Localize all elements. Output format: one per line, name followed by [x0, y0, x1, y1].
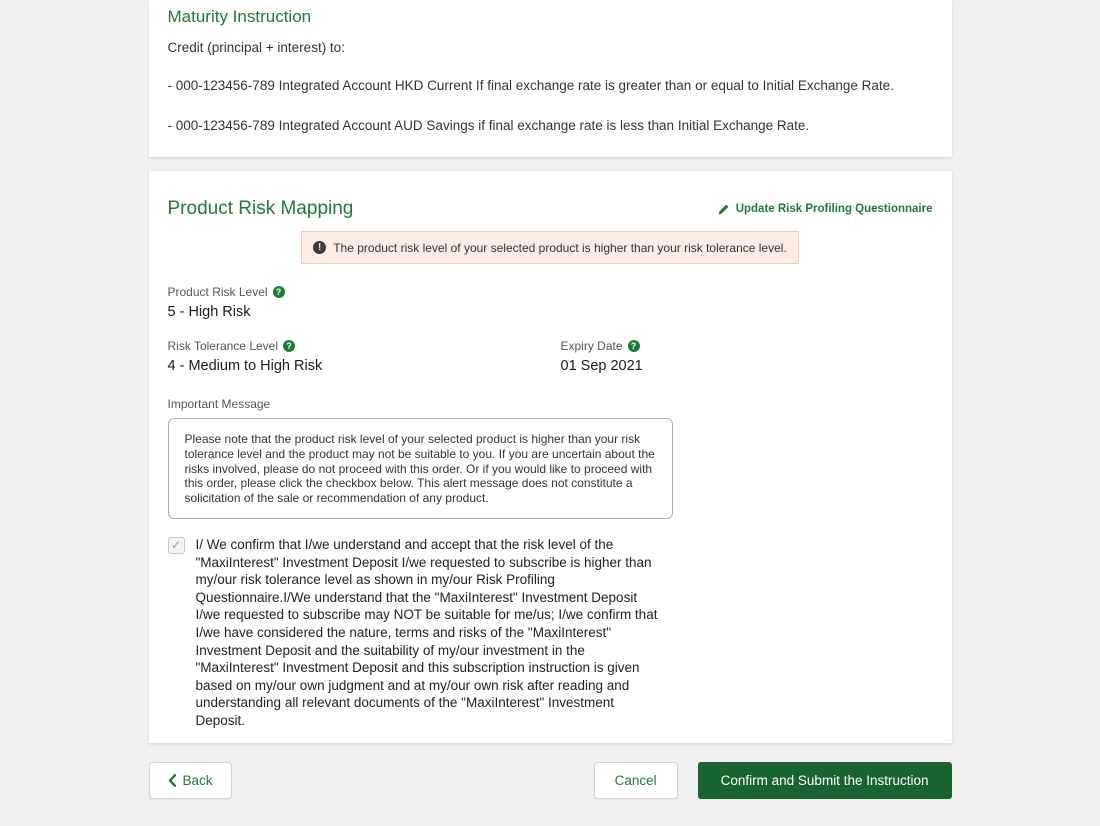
risk-section-title: Product Risk Mapping — [167, 198, 354, 219]
back-button[interactable] — [149, 762, 232, 799]
risk-alert-text: The product risk level of your selected product is higher than your risk tolerance level. — [333, 240, 787, 255]
update-link-label: Update Risk Profiling Questionnaire — [735, 203, 933, 215]
expiry-date-field — [561, 339, 643, 374]
expiry-date-value: 01 Sep 2021 — [560, 358, 643, 374]
chevron-left-icon — [168, 774, 176, 787]
risk-fields — [168, 285, 933, 374]
alert-info-icon: ! — [313, 241, 326, 254]
product-risk-level-value: 5 - High Risk — [167, 304, 251, 320]
risk-tolerance-field — [168, 339, 561, 374]
product-risk-level-label: Product Risk Level — [167, 285, 268, 299]
credit-option-aud: - 000-123456-789 Integrated Account AUD Savings if final exchange rate is less than Initial Exchange Rate. — [167, 118, 810, 133]
product-risk-level-label-row — [168, 285, 933, 299]
page-column — [149, 0, 952, 799]
maturity-section-title: Maturity Instruction — [167, 7, 312, 26]
cancel-button[interactable]: Cancel — [594, 762, 678, 799]
product-risk-level-field — [168, 285, 933, 320]
pencil-icon — [717, 203, 730, 216]
confirm-submit-button[interactable]: Confirm and Submit the Instruction — [698, 762, 952, 799]
risk-confirmation-checkbox[interactable]: ✓ — [168, 537, 185, 554]
risk-tolerance-label-row — [168, 339, 561, 353]
update-risk-questionnaire-link[interactable] — [717, 203, 933, 216]
risk-tolerance-value: 4 - Medium to High Risk — [167, 358, 323, 374]
risk-fields-row2 — [168, 339, 933, 374]
important-message-box: Please note that the product risk level of your selected product is higher than your risk tolerance level and the product may not be suitable to you. If you are uncertain about the risks involved, please do not proceed with this order. Or if you would like to proceed with this order, please click the checkbox below. This alert message does not constitute a solicitation of the sale or recommendation of any product. — [168, 418, 673, 519]
risk-confirmation-row — [168, 536, 933, 730]
expiry-date-label-row — [561, 339, 643, 353]
action-bar-right — [594, 762, 952, 799]
maturity-instruction-card — [149, 0, 952, 157]
risk-section-header — [168, 198, 933, 220]
back-button-label: Back — [182, 773, 213, 788]
risk-alert-banner — [301, 231, 799, 264]
help-icon[interactable]: ? — [273, 286, 285, 298]
risk-tolerance-label: Risk Tolerance Level — [167, 339, 279, 353]
expiry-date-label: Expiry Date — [560, 339, 623, 353]
help-icon[interactable]: ? — [283, 340, 295, 352]
credit-instruction-intro: Credit (principal + interest) to: — [167, 40, 345, 55]
product-risk-mapping-card — [149, 171, 952, 743]
action-bar — [149, 762, 952, 799]
risk-confirmation-text: I/ We confirm that I/we understand and accept that the risk level of the "MaxiInterest" Investment Deposit I/we requested to subscribe is higher than my/our risk tolerance level as shown in my/our Risk Profiling Questionnaire.I/We understand that the "MaxiInterest" Investment Deposit I/we requested to subscribe may NOT be suitable for me/us; I/we confirm that I/we have considered the nature, terms and risks of the "MaxiInterest" Investment Deposit and the suitability of my/our investment in the "MaxiInterest" Investment Deposit and this subscription instruction is given based on my/our own judgment and at my/our own risk after reading and understanding all relevant documents of the "MaxiInterest" Investment Deposit. — [195, 536, 658, 728]
important-message-label: Important Message — [167, 397, 271, 411]
help-icon[interactable]: ? — [628, 340, 640, 352]
credit-option-hkd: - 000-123456-789 Integrated Account HKD Current If final exchange rate is greater than or equal to Initial Exchange Rate. — [167, 78, 894, 93]
